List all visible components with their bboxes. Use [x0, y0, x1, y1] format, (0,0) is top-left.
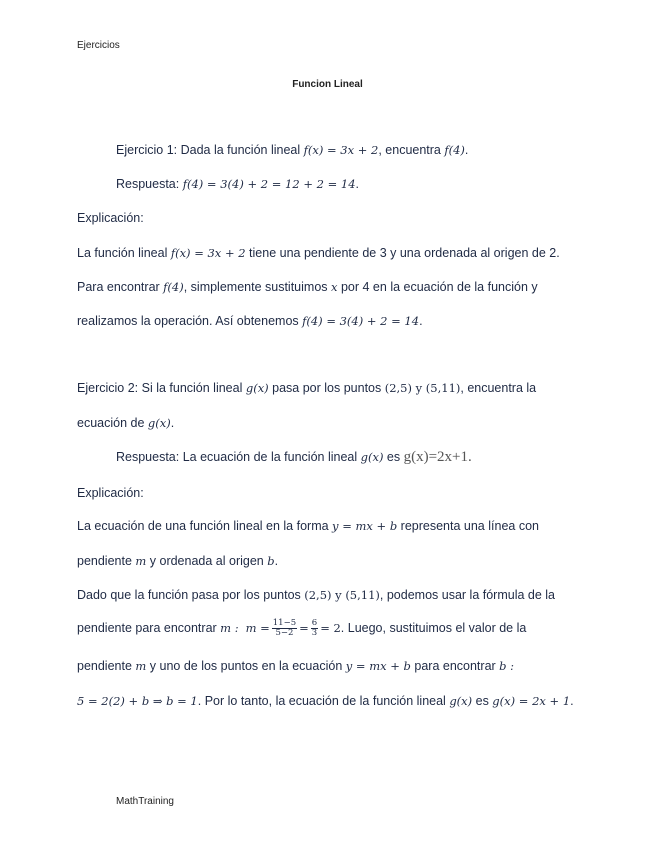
exercise-2-prompt-line-1: Ejercicio 2: Si la función lineal g(x) pasa por los puntos (2,5) y (5,11), encuentra la	[77, 381, 537, 395]
explanation-1-line-2: Para encontrar f(4), simplemente sustituimos x por 4 en la ecuación de la función y	[77, 280, 538, 294]
explanation-1-line-3: realizamos la operación. Así obtenemos f(4) = 3(4) + 2 = 14.	[77, 314, 423, 328]
explanation-2-line-3: Dado que la función pasa por los puntos (2,5) y (5,11), podemos usar la fórmula de la	[77, 588, 555, 602]
page-header: Ejercicios	[77, 40, 120, 51]
explanation-2-line-5: pendiente m y uno de los puntos en la ecuación y = mx + b para encontrar b :	[77, 659, 515, 673]
exercise-2-answer: Respuesta: La ecuación de la función lineal g(x) es g(x)=2x+1.	[116, 449, 472, 465]
document-title: Funcion Lineal	[292, 79, 363, 90]
exercise-2-prompt-line-2: ecuación de g(x).	[77, 416, 175, 430]
explanation-2-label: Explicación:	[77, 486, 144, 500]
explanation-1-line-1: La función lineal f(x) = 3x + 2 tiene una pendiente de 3 y una ordenada al origen de 2.	[77, 246, 560, 260]
exercise-1-prompt: Ejercicio 1: Dada la función lineal f(x) = 3x + 2, encuentra f(4).	[116, 143, 469, 157]
explanation-1-label: Explicación:	[77, 211, 144, 225]
explanation-2-line-4: pendiente para encontrar m : m = $\frac{11-5}{5-2}$ = $\frac{6}{3}$ = 2. Luego, sustituimos el valor de la	[77, 618, 527, 638]
explanation-2-line-1: La ecuación de una función lineal en la forma y = mx + b representa una línea con	[77, 519, 539, 533]
explanation-2-line-2: pendiente m y ordenada al origen b.	[77, 554, 279, 568]
exercise-1-answer: Respuesta: f(4) = 3(4) + 2 = 12 + 2 = 14.	[116, 177, 359, 191]
slope-fraction: $\frac{11-5}{5-2}$	[272, 618, 297, 638]
slope-fraction-simplified: $\frac{6}{3}$	[311, 618, 318, 638]
explanation-2-line-6: 5 = 2(2) + b ⇒ b = 1. Por lo tanto, la ecuación de la función lineal g(x) es g(x) = 2x + 1.	[77, 694, 574, 708]
page-footer: MathTraining	[116, 796, 174, 807]
